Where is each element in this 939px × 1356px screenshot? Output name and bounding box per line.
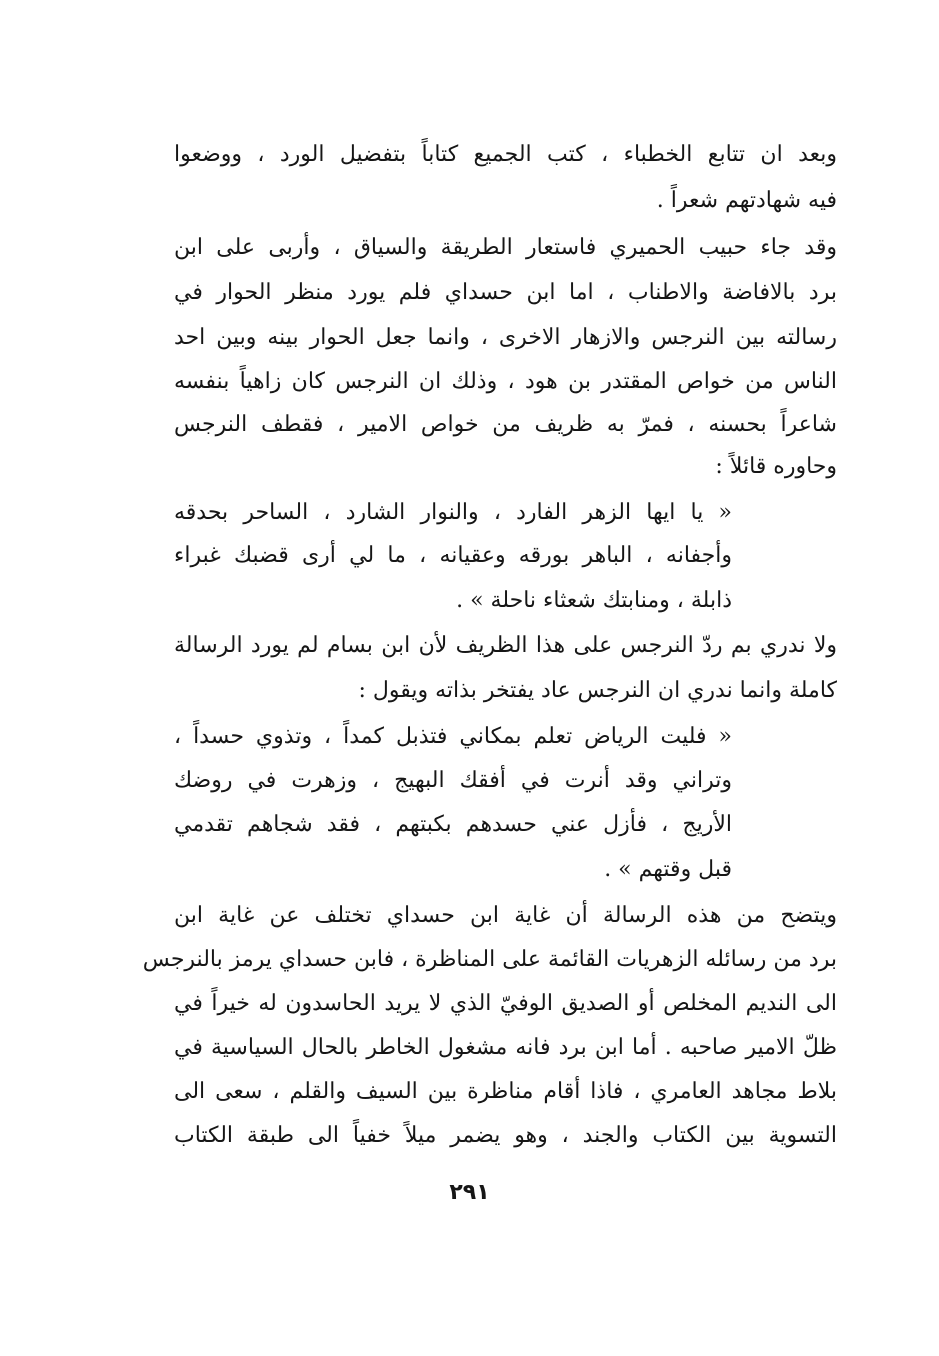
text-line: بلاط مجاهد العامري ، فاذا أقام مناظرة بين السيف والقلم ، سعى الى: [174, 1079, 837, 1104]
text-line: ويتضح من هذه الرسالة أن غاية ابن حسداي تختلف عن غاية ابن: [174, 903, 837, 928]
text-line: وقد جاء حبيب الحميري فاستعار الطريقة والسياق ، وأربى على ابن: [174, 235, 837, 260]
text-line: كاملة وانما ندري ان النرجس عاد يفتخر بذاته ويقول :: [358, 678, 837, 703]
text-line: التسوية بين الكتاب والجند ، وهو يضمر ميلاً خفياً الى طبقة الكتاب: [174, 1123, 837, 1148]
text-line: ظلّ الامير صاحبه . أما ابن برد فانه مشغول الخاطر بالحال السياسية في: [174, 1035, 837, 1060]
quote-line: ذابلة ، ومنابتك شعثاء ناحلة » .: [456, 588, 732, 613]
quote-line: « فليت الرياض تعلم بمكاني فتذبل كمداً ، وتذوي حسداً ،: [174, 724, 732, 749]
text-line: فيه شهادتهم شعراً .: [656, 188, 837, 213]
text-line: برد بالافاضة والاطناب ، اما ابن حسداي فلم يورد منظر الحوار في: [174, 280, 837, 305]
text-line: ولا ندري بم ردّ النرجس على هذا الظريف لأن ابن بسام لم يورد الرسالة: [174, 633, 837, 658]
text-line: برد من رسائله الزهريات القائمة على المناظرة ، فابن حسداي يرمز بالنرجس: [142, 947, 837, 972]
text-line: رسالته بين النرجس والازهار الاخرى ، وانما جعل الحوار بينه وبين احد: [174, 325, 837, 350]
quote-line: قبل وقتهم » .: [604, 857, 732, 882]
quote-line: وأجفانه ، الباهر بورقه وعقيانه ، ما لي أرى قضبك غبراء: [174, 543, 732, 568]
quote-line: وتراني وقد أنرت في أفقك البهيج ، وزهرت في روضك: [174, 768, 732, 793]
text-line: الناس من خواص المقتدر بن هود ، وذلك ان النرجس كان زاهياً بنفسه: [174, 369, 837, 394]
text-line: شاعراً بحسنه ، فمرّ به ظريف من خواص الامير ، فقطف النرجس: [174, 412, 837, 437]
text-line: وحاوره قائلاً :: [715, 454, 837, 479]
page-number: ٢٩١: [449, 1180, 490, 1205]
quote-line: الأريج ، فأزل عني حسدهم بكبتهم ، فقد شجاهم تقدمي: [174, 812, 732, 837]
text-line: وبعد ان تتابع الخطباء ، كتب الجميع كتاباً بتفضيل الورد ، ووضعوا: [174, 142, 837, 167]
quote-line: « يا ايها الزهر الفارد ، والنوار الشارد ، الساحر بحدقه: [174, 500, 732, 525]
text-line: الى النديم المخلص أو الصديق الوفيّ الذي لا يريد الحاسدون له خيراً في: [174, 991, 837, 1016]
